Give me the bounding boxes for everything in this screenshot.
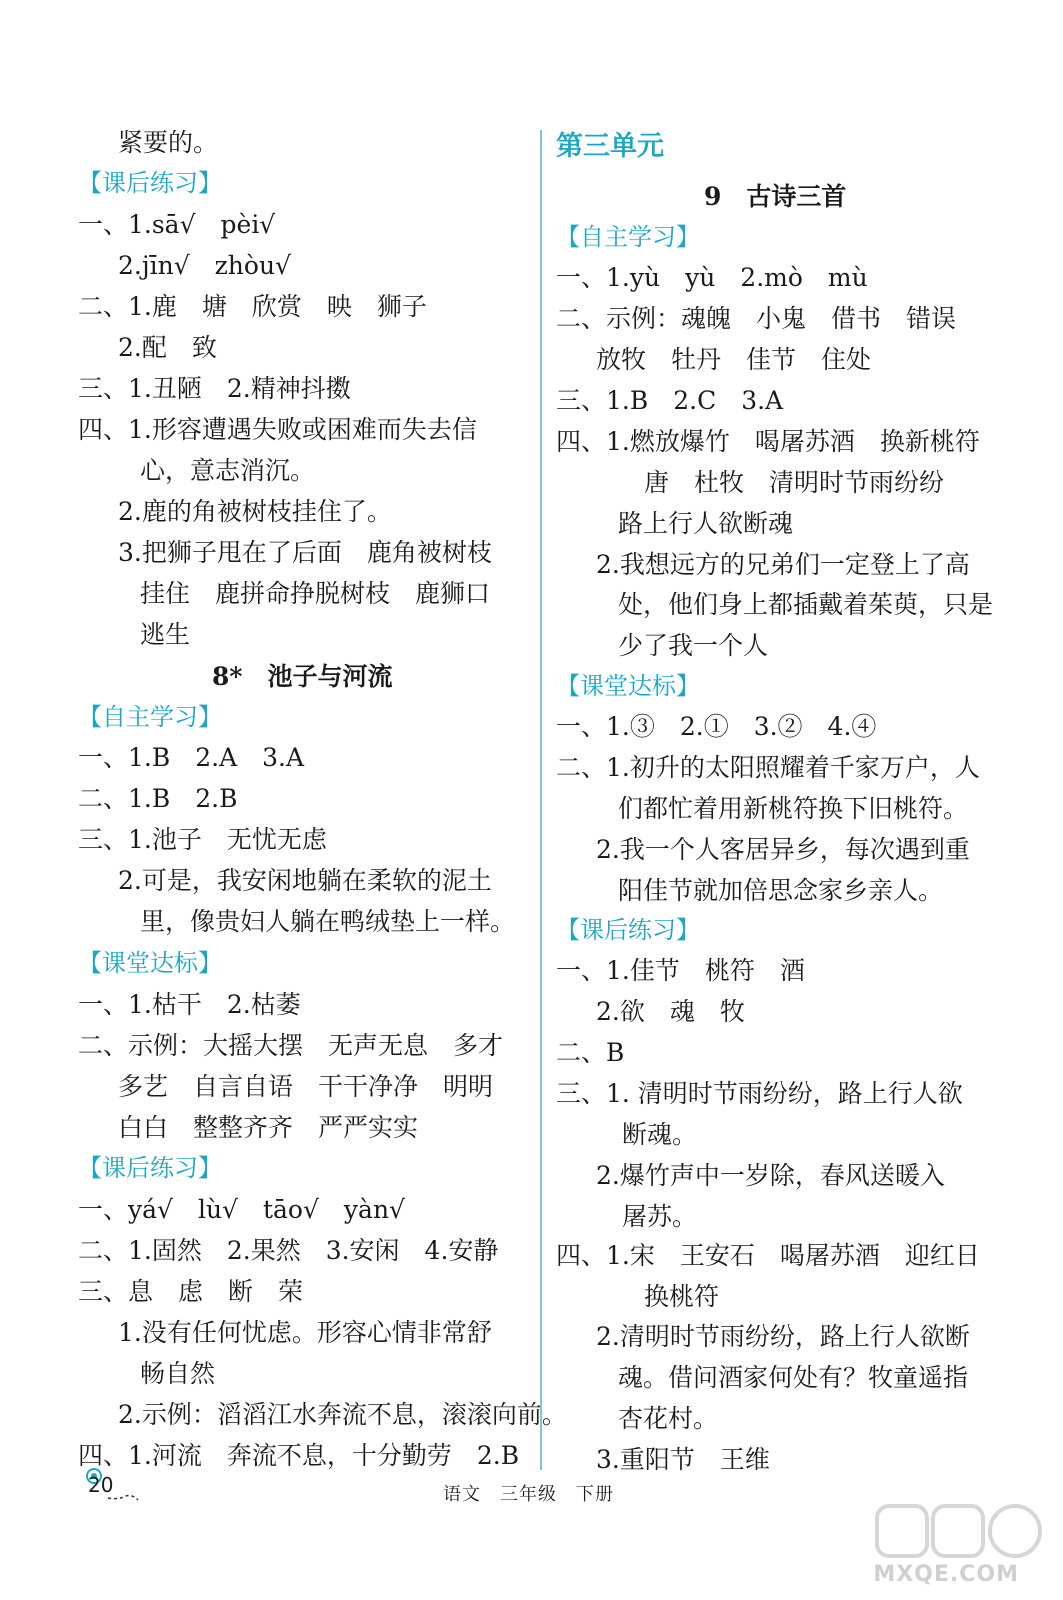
answer-line: 三、1.B 2.C 3.A <box>556 386 784 415</box>
answer-line: 2.我一个人客居异乡，每次遇到重 <box>596 835 970 864</box>
answer-line: 少了我一个人 <box>618 631 769 660</box>
answer-line: 二、示例：大摇大摆 无声无息 多才 <box>78 1031 504 1060</box>
lesson-title: 8* 池子与河流 <box>212 662 393 691</box>
answer-line: 2.爆竹声中一岁除，春风送暖入 <box>596 1161 945 1190</box>
answer-line: 换桃符 <box>644 1282 720 1311</box>
answer-line: 杏花村。 <box>618 1404 719 1433</box>
answer-line: 里，像贵妇人躺在鸭绒垫上一样。 <box>140 907 516 936</box>
answer-line: 一、1.B 2.A 3.A <box>78 743 305 772</box>
answer-line: 白白 整整齐齐 严严实实 <box>118 1113 419 1142</box>
section-heading: 【课后练习】 <box>78 169 222 197</box>
answer-line: 魂。借问酒家何处有？牧童遥指 <box>618 1363 969 1392</box>
section-heading: 【课堂达标】 <box>78 949 222 977</box>
answer-line: 2.清明时节雨纷纷，路上行人欲断 <box>596 1322 970 1351</box>
answer-line: 3.把狮子甩在了后面 鹿角被树枝 <box>118 538 492 567</box>
answer-line: 四、1.形容遭遇失败或困难而失去信 <box>78 415 477 444</box>
page-number: 20 <box>88 1473 114 1497</box>
answer-line: 一、yá√ lù√ tāo√ yàn√ <box>78 1195 405 1224</box>
answer-line: 处，他们身上都插戴着茱萸，只是 <box>618 590 994 619</box>
section-heading: 【课后练习】 <box>78 1154 222 1182</box>
answer-line: 2.可是，我安闲地躺在柔软的泥土 <box>118 866 492 895</box>
book-info: 语文 三年级 下册 <box>443 1484 614 1505</box>
watermark-logo-icon <box>875 1502 1045 1562</box>
answer-line: 四、1.燃放爆竹 喝屠苏酒 换新桃符 <box>556 427 980 456</box>
answer-line: 们都忙着用新桃符换下旧桃符。 <box>618 794 969 823</box>
answer-line: 唐 杜牧 清明时节雨纷纷 <box>644 468 945 497</box>
answer-line: 畅自然 <box>140 1359 216 1388</box>
answer-line: 断魂。 <box>622 1120 698 1149</box>
section-heading: 【课堂达标】 <box>556 672 700 700</box>
answer-line: 路上行人欲断魂 <box>618 509 794 538</box>
answer-line: 屠苏。 <box>622 1202 698 1231</box>
answer-line: 2.jīn√ zhòu√ <box>118 251 291 280</box>
answer-line: 三、1. 清明时节雨纷纷，路上行人欲 <box>556 1079 963 1108</box>
lesson-title: 9 古诗三首 <box>704 182 847 211</box>
answer-line: 二、1.鹿 塘 欣赏 映 狮子 <box>78 292 427 321</box>
answer-line: 一、1.③ 2.① 3.② 4.④ <box>556 712 877 741</box>
answer-line: 三、1.丑陋 2.精神抖擞 <box>78 374 351 403</box>
answer-line: 二、示例：魂魄 小鬼 借书 错误 <box>556 304 957 333</box>
answer-line: 2.示例：滔滔江水奔流不息，滚滚向前。 <box>118 1400 567 1429</box>
answer-line: 二、1.B 2.B <box>78 784 238 813</box>
answer-line: 四、1.河流 奔流不息，十分勤劳 2.B <box>78 1441 520 1470</box>
answer-line: 一、1.yù yù 2.mò mù <box>556 263 868 292</box>
answer-line: 紧要的。 <box>118 128 219 157</box>
answer-line: 2.欲 魂 牧 <box>596 997 745 1026</box>
answer-line: 一、1.sā√ pèi√ <box>78 210 276 239</box>
answer-line: 三、1.池子 无忧无虑 <box>78 825 327 854</box>
answer-line: 2.鹿的角被树枝挂住了。 <box>118 497 392 526</box>
answer-line: 1.没有任何忧虑。形容心情非常舒 <box>118 1318 492 1347</box>
answer-line: 二、1.初升的太阳照耀着千家万户，人 <box>556 753 980 782</box>
answer-line: 挂住 鹿拼命挣脱树枝 鹿狮口 <box>140 579 491 608</box>
answer-line: 2.配 致 <box>118 333 217 362</box>
answer-line: 3.重阳节 王维 <box>596 1445 770 1474</box>
answer-line: 阳佳节就加倍思念家乡亲人。 <box>618 876 944 905</box>
answer-line: 二、1.固然 2.果然 3.安闲 4.安静 <box>78 1236 499 1265</box>
answer-line: 放牧 牡丹 佳节 住处 <box>596 345 872 374</box>
section-heading: 【自主学习】 <box>556 223 700 251</box>
answer-line: 2.我想远方的兄弟们一定登上了高 <box>596 550 970 579</box>
section-heading: 【自主学习】 <box>78 703 222 731</box>
answer-line: 逃生 <box>140 620 191 649</box>
unit-heading: 第三单元 <box>556 131 664 162</box>
section-heading: 【课后练习】 <box>556 916 700 944</box>
watermark-text: MXQE.COM <box>873 1562 1019 1587</box>
answer-line: 二、B <box>556 1038 625 1067</box>
column-divider <box>540 130 542 1470</box>
answer-line: 一、1.枯干 2.枯萎 <box>78 990 301 1019</box>
answer-line: 三、息 虑 断 荣 <box>78 1277 304 1306</box>
answer-line: 一、1.佳节 桃符 酒 <box>556 956 805 985</box>
answer-line: 四、1.宋 王安石 喝屠苏酒 迎红日 <box>556 1241 980 1270</box>
answer-line: 多艺 自言自语 干干净净 明明 <box>118 1072 494 1101</box>
answer-line: 心，意志消沉。 <box>140 456 316 485</box>
